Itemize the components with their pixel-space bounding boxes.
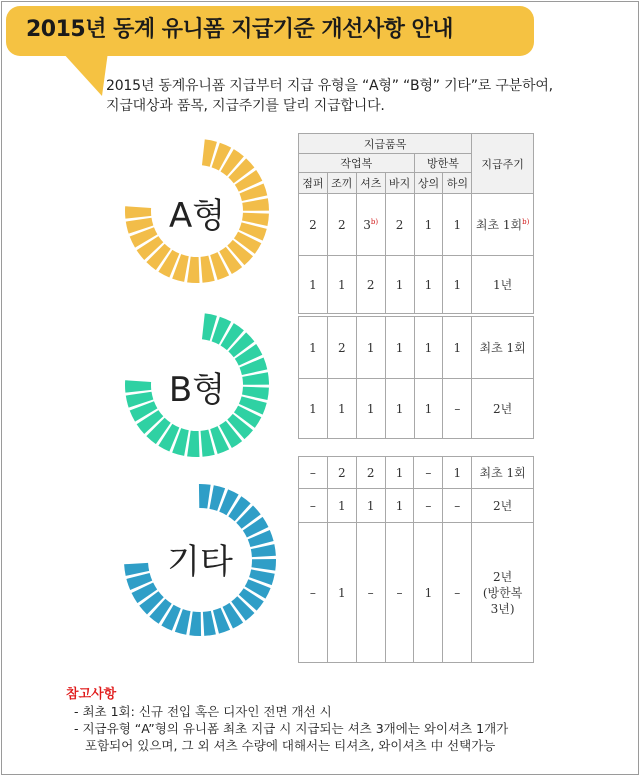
cycle-line: 3년)	[490, 601, 515, 616]
cell: –	[443, 523, 472, 663]
cell: 2	[356, 256, 385, 314]
cell: 2	[385, 194, 414, 256]
cell: 1	[327, 523, 356, 663]
gauge-c-label: 기타	[167, 542, 233, 582]
cell: –	[443, 379, 472, 439]
cycle-superscript: b)	[522, 218, 530, 226]
cell: 1	[414, 379, 443, 439]
cell: –	[385, 523, 414, 663]
cell: 1	[414, 523, 443, 663]
gauge-segment	[124, 563, 149, 576]
header-cold: 방한복	[414, 154, 472, 173]
table-c	[298, 456, 534, 663]
notes-item-2-cont: 포함되어 있으며, 그 외 셔츠 수량에 대해서는 티셔츠, 와이셔츠 中 선택가능	[85, 738, 496, 753]
cell: 1	[414, 256, 443, 314]
cell: –	[443, 489, 472, 523]
cell: –	[299, 457, 328, 489]
cell: –	[414, 457, 443, 489]
cell: 2	[299, 194, 328, 256]
cell: 2	[356, 457, 385, 489]
gauge-segment	[251, 559, 276, 571]
table-row	[299, 194, 534, 256]
cell: 2	[327, 194, 356, 256]
cell-shirt	[356, 194, 385, 256]
cell: –	[299, 523, 328, 663]
cell: 1	[299, 379, 328, 439]
cell: 1	[443, 194, 472, 256]
cell: 1	[385, 489, 414, 523]
cell: –	[356, 523, 385, 663]
cell: 1	[385, 379, 414, 439]
cell: 1	[443, 317, 472, 379]
cell: 1	[327, 256, 356, 314]
shirt-superscript: b)	[370, 217, 379, 226]
cell: 2	[327, 317, 356, 379]
cell-cycle	[472, 523, 534, 663]
cycle-line: 2년	[493, 569, 513, 584]
table-b	[298, 316, 534, 439]
table-row	[299, 256, 534, 314]
cell: 1	[327, 489, 356, 523]
cell-cycle: 최초 1회	[472, 317, 534, 379]
table-row	[299, 523, 534, 663]
cell: 1	[414, 194, 443, 256]
cell: 1	[414, 317, 443, 379]
cell-cycle: 2년	[472, 489, 534, 523]
table-row	[299, 457, 534, 489]
cell-value: 3	[363, 217, 371, 232]
table-row	[299, 317, 534, 379]
notes-item-2: - 지급유형 “A”형의 유니폼 최초 지급 시 지급되는 셔츠 3개에는 와이셔츠 1개가	[74, 721, 509, 736]
header-group: 지급품목	[299, 134, 472, 154]
intro-line-2: 지급대상과 품목, 지급주기를 달리 지급합니다.	[106, 98, 385, 114]
header-col-top: 상의	[414, 173, 443, 194]
page-title: 2015년 동계 유니폼 지급기준 개선사항 안내	[26, 17, 454, 42]
notes-item-1: - 최초 1회: 신규 전입 혹은 디자인 전면 개선 시	[74, 704, 332, 719]
gauge-segment	[203, 611, 216, 636]
gauge-b-label: B형	[168, 370, 226, 410]
notes-section	[66, 686, 508, 754]
cell-cycle: 2년	[472, 379, 534, 439]
cell: 1	[443, 256, 472, 314]
intro-line-1: 2015년 동계유니폼 지급부터 지급 유형을 “A형” “B형” 기타”로 구분하여,	[106, 78, 553, 94]
cell: 1	[299, 317, 328, 379]
header-work: 작업복	[299, 154, 415, 173]
table-row	[299, 489, 534, 523]
cell: –	[414, 489, 443, 523]
cell: 2	[327, 457, 356, 489]
cell: 1	[299, 256, 328, 314]
cell: 1	[356, 317, 385, 379]
cell: 1	[327, 379, 356, 439]
table-row	[299, 379, 534, 439]
cell-cycle: 1년	[472, 256, 534, 314]
header-col-vest: 조끼	[327, 173, 356, 194]
header-col-bottom: 하의	[443, 173, 472, 194]
notes-title: 참고사항	[66, 687, 117, 702]
cell: 1	[385, 256, 414, 314]
cell-cycle: 최초 1회	[472, 457, 534, 489]
cycle-line: (방한복	[482, 585, 523, 600]
header-col-pants: 바지	[385, 173, 414, 194]
gauge-segment	[251, 544, 276, 557]
header-col-shirt: 셔츠	[356, 173, 385, 194]
gauge-a-label: A형	[168, 196, 226, 236]
header-col-jumper: 점퍼	[299, 173, 328, 194]
cell-cycle	[472, 194, 534, 256]
gauge-segment	[187, 431, 199, 457]
intro-text	[106, 76, 553, 116]
table-a	[298, 133, 534, 314]
cell: 1	[356, 379, 385, 439]
cell: 1	[356, 489, 385, 523]
gauge-segment	[199, 484, 211, 509]
cycle-value: 최초 1회	[475, 218, 523, 232]
gauge-segment	[189, 611, 201, 636]
cell: –	[299, 489, 328, 523]
cell: 1	[443, 457, 472, 489]
header-cycle: 지급주기	[472, 134, 534, 194]
cell: 1	[385, 317, 414, 379]
cell: 1	[385, 457, 414, 489]
gauge-segment	[187, 257, 199, 283]
